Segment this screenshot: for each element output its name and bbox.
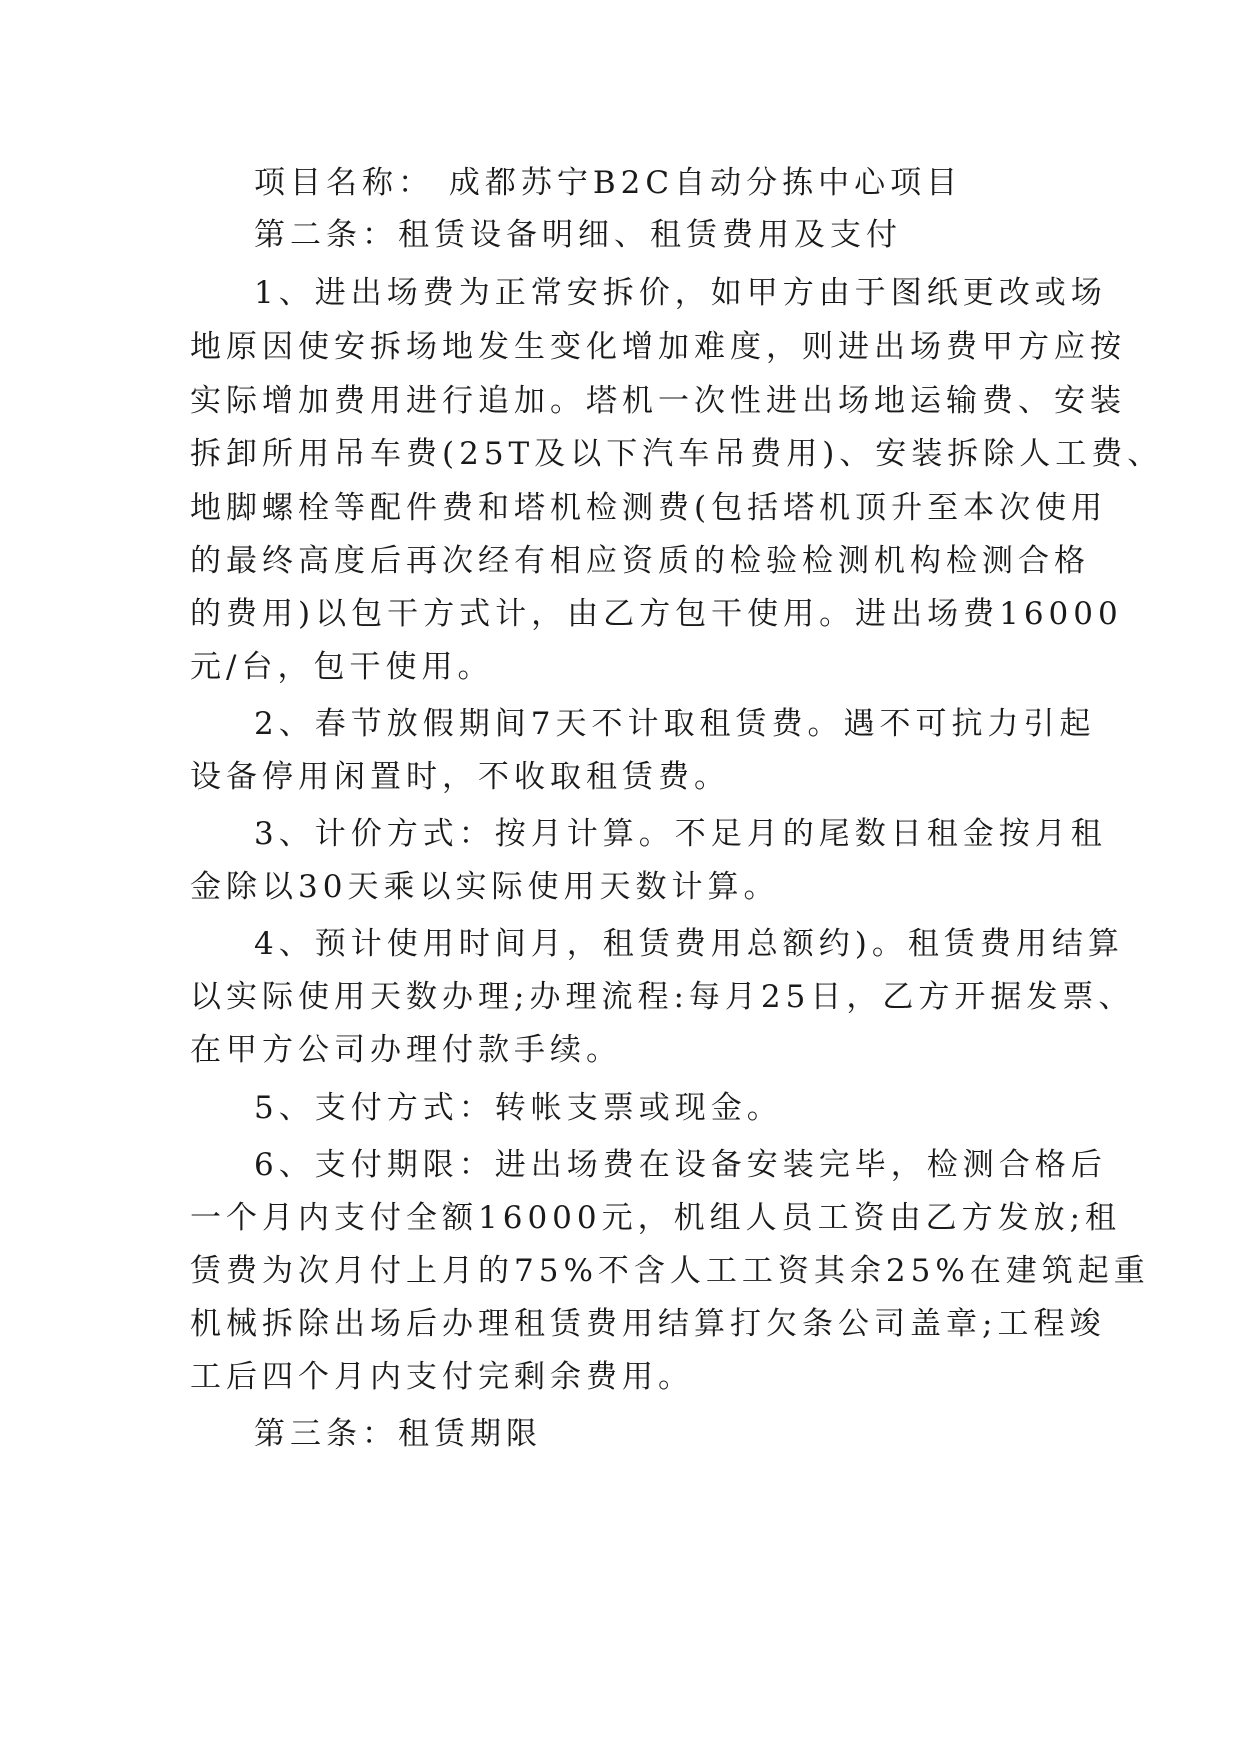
text-line: 的费用)以包干方式计，由乙方包干使用。进出场费16000 — [190, 596, 1123, 632]
text-line: 的最终高度后再次经有相应资质的检验检测机构检测合格 — [190, 543, 1090, 579]
text-line: 地原因使安拆场地发生变化增加难度，则进出场费甲方应按 — [190, 329, 1126, 365]
text-line: 一个月内支付全额16000元，机组人员工资由乙方发放;租 — [190, 1200, 1122, 1236]
text-line: 实际增加费用进行追加。塔机一次性进出场地运输费、安装 — [190, 383, 1126, 419]
text-line: 元/台，包干使用。 — [190, 649, 494, 685]
text-line: 在甲方公司办理付款手续。 — [190, 1032, 622, 1068]
text-line: 赁费为次月付上月的75%不含人工工资其余25%在建筑起重 — [190, 1253, 1150, 1289]
text-line: 以实际使用天数办理;办理流程:每月25日，乙方开据发票、 — [190, 979, 1135, 1015]
text-line: 3、计价方式：按月计算。不足月的尾数日租金按月租 — [254, 816, 1107, 852]
text-line: 工后四个月内支付完剩余费用。 — [190, 1359, 694, 1395]
text-line: 1、进出场费为正常安拆价，如甲方由于图纸更改或场 — [254, 275, 1107, 311]
text-line: 5、支付方式：转帐支票或现金。 — [254, 1090, 783, 1126]
text-line: 2、春节放假期间7天不计取租赁费。遇不可抗力引起 — [254, 706, 1096, 742]
text-line: 拆卸所用吊车费(25T及以下汽车吊费用)、安装拆除人工费、 — [190, 436, 1164, 472]
text-line: 机械拆除出场后办理租赁费用结算打欠条公司盖章;工程竣 — [190, 1306, 1106, 1342]
text-line: 金除以30天乘以实际使用天数计算。 — [190, 869, 780, 905]
text-line: 设备停用闲置时，不收取租赁费。 — [190, 759, 730, 795]
text-line: 第三条：租赁期限 — [254, 1416, 542, 1452]
text-line: 项目名称： 成都苏宁B2C自动分拣中心项目 — [254, 165, 963, 201]
text-line: 4、预计使用时间月，租赁费用总额约)。租赁费用结算 — [254, 926, 1124, 962]
text-line: 6、支付期限：进出场费在设备安装完毕，检测合格后 — [254, 1147, 1107, 1183]
text-line: 第二条：租赁设备明细、租赁费用及支付 — [254, 217, 902, 253]
text-line: 地脚螺栓等配件费和塔机检测费(包括塔机顶升至本次使用 — [190, 490, 1108, 526]
